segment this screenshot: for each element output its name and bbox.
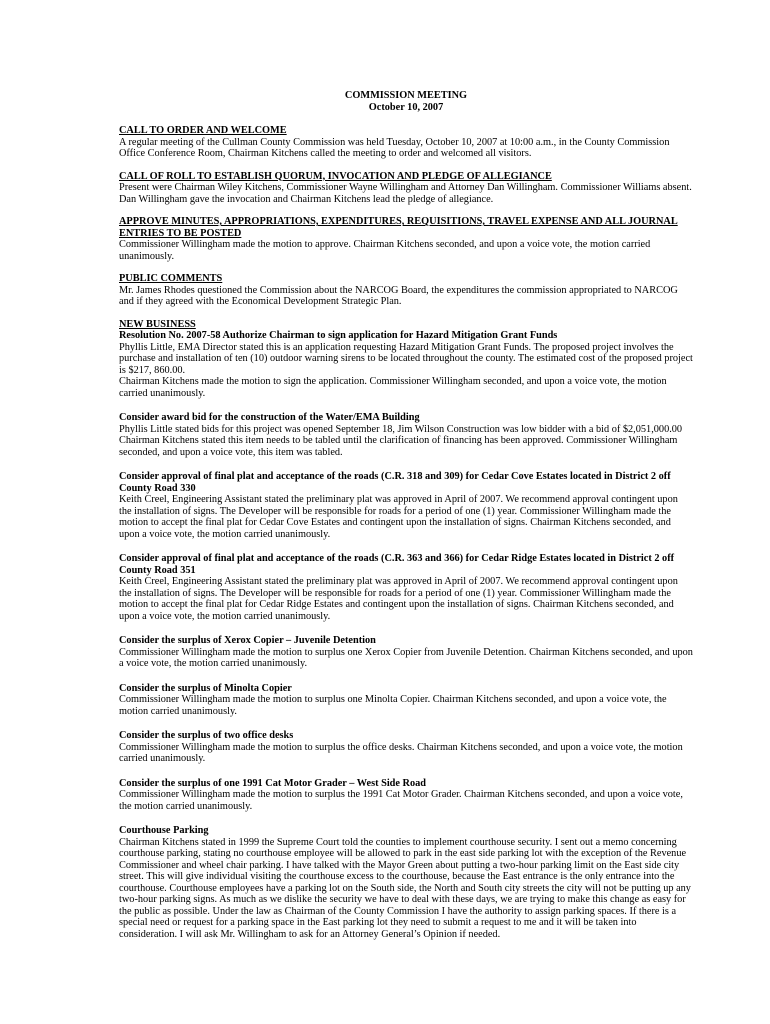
agenda-item-cedar-cove-plat: [119, 471, 693, 540]
agenda-item-paragraph: Phyllis Little, EMA Director stated this is an application requesting Hazard Mitigation Grant Funds. The proposed project involves the purchase and installation of ten (10) outdoor warning sirens to be located throughout the county. The estimated cost of the proposed project is $217, 860.00.: [119, 341, 693, 376]
agenda-item-desks-surplus: [119, 730, 693, 765]
agenda-item-title: Consider the surplus of two office desks: [119, 730, 294, 741]
agenda-item-title: Resolution No. 2007-58 Authorize Chairman to sign application for Hazard Mitigation Grant Funds: [119, 330, 558, 341]
section-public-comments: [119, 273, 693, 308]
agenda-item-hazard-mitigation: [119, 330, 693, 399]
agenda-item-paragraph: Commissioner Willingham made the motion to surplus one Minolta Copier. Chairman Kitchens seconded, and upon a voice vote, the motion carried unanimously.: [119, 694, 667, 717]
agenda-item-title: Courthouse Parking: [119, 825, 209, 836]
agenda-item-cedar-ridge-plat: [119, 553, 693, 622]
section-body: Commissioner Willingham made the motion to approve. Chairman Kitchens seconded, and upon a voice vote, the motion carried unanimously.: [119, 239, 651, 262]
agenda-item-paragraph: Commissioner Willingham made the motion to surplus one Xerox Copier from Juvenile Detention. Chairman Kitchens seconded, and upon a voice vote, the motion carried unanimously.: [119, 646, 693, 669]
section-roll-call: [119, 171, 693, 206]
section-body: Present were Chairman Wiley Kitchens, Commissioner Wayne Willingham and Attorney Dan Willingham. Commissioner Williams absent. Dan Willingham gave the invocation and Chairman Kitchens lead the pledge of allegiance.: [119, 182, 692, 205]
section-heading: CALL OF ROLL TO ESTABLISH QUORUM, INVOCATION AND PLEDGE OF ALLEGIANCE: [119, 170, 552, 182]
agenda-item-title: Consider award bid for the construction of the Water/EMA Building: [119, 412, 420, 423]
agenda-item-paragraph: Keith Creel, Engineering Assistant stated the preliminary plat was approved in April of 2007. We recommend approval contingent upon the installation of signs. The Developer will be responsible for roads for a period of one (1) year. Commissioner Willingham made the motion to accept the final plat for Cedar Cove Estates and contingent upon the installation of signs. Chairman Kitchens seconded, and upon a voice vote, the motion carried unanimously.: [119, 494, 678, 540]
agenda-item-courthouse-parking: [119, 825, 693, 940]
agenda-item-xerox-surplus: [119, 635, 693, 670]
agenda-item-motor-grader-surplus: [119, 778, 693, 813]
section-heading: NEW BUSINESS: [119, 318, 196, 330]
agenda-item-title: Consider approval of final plat and acceptance of the roads (C.R. 318 and 309) for Cedar Cove Estates located in District 2 off County Road 330: [119, 471, 671, 494]
section-heading: PUBLIC COMMENTS: [119, 273, 223, 284]
agenda-item-title: Consider the surplus of one 1991 Cat Motor Grader – West Side Road: [119, 777, 427, 789]
section-call-to-order: [119, 125, 693, 160]
document-header: [119, 90, 693, 113]
section-heading: APPROVE MINUTES, APPROPRIATIONS, EXPENDITURES, REQUISITIONS, TRAVEL EXPENSE AND ALL JOURNAL ENTRIES TO BE POSTED: [119, 216, 678, 239]
agenda-item-title: Consider approval of final plat and acceptance of the roads (C.R. 363 and 366) for Cedar Ridge Estates located in District 2 off County Road 351: [119, 553, 675, 576]
document-page: [119, 90, 693, 940]
section-heading: CALL TO ORDER AND WELCOME: [119, 125, 287, 136]
agenda-item-paragraph: Commissioner Willingham made the motion to surplus the 1991 Cat Motor Grader. Chairman Kitchens seconded, and upon a voice vote, the motion carried unanimously.: [119, 789, 683, 812]
agenda-item-title: Consider the surplus of Minolta Copier: [119, 682, 292, 694]
section-body: Mr. James Rhodes questioned the Commission about the NARCOG Board, the expenditures the commission appropriated to NARCOG and if they agreed with the Economical Development Strategic Plan.: [119, 284, 678, 307]
agenda-item-paragraph: Keith Creel, Engineering Assistant stated the preliminary plat was approved in April of 2007. We recommend approval contingent upon the installation of signs. The Developer will be responsible for roads for a period of one (1) year. Commissioner Willingham made the motion to accept the final plat for Cedar Ridge Estates and contingent upon the installation of signs. Chairman Kitchens seconded, and upon a voice vote, the motion carried unanimously.: [119, 576, 678, 622]
agenda-item-paragraph: Chairman Kitchens stated in 1999 the Supreme Court told the counties to implement courthouse security. I sent out a memo concerning courthouse parking, stating no courthouse employee will be allowed to park in the east side parking lot with the exception of the Revenue Commissioner and wheel chair parking. I have talked with the Mayor Green about putting a two-hour parking limit on the East side city street. This will give individual visiting the courthouse excess to the courthouse, because the East entrance is the only entrance into the courthouse. Courthouse employees have a parking lot on the South side, the North and South city streets the city will not be putting up any two-hour parking signs. As much as we dislike the security we have to deal with these days, we are trying to make this change as easy for the public as possible. Under the law as Chairman of the County Commission I have the authority to assign parking spaces. If there is a special need or request for a parking space in the East parking lot they need to submit a request to me and it will be taken into consideration. I will ask Mr. Willingham to ask for an Attorney General’s Opinion if needed.: [119, 836, 691, 940]
section-approve-minutes: [119, 216, 693, 262]
document-title: COMMISSION MEETING: [344, 90, 468, 101]
meeting-date: October 10, 2007: [368, 101, 444, 113]
agenda-item-paragraph: Phyllis Little stated bids for this project was opened September 18, Jim Wilson Construction was low bidder with a bid of $2,051,000.00: [119, 423, 683, 435]
agenda-item-water-ema-building: [119, 412, 693, 458]
section-body: A regular meeting of the Cullman County Commission was held Tuesday, October 10, 2007 at 10:00 a.m., in the County Commission Office Conference Room, Chairman Kitchens called the meeting to order and welcomed all visitors.: [119, 136, 670, 159]
agenda-item-paragraph: Chairman Kitchens stated this item needs to be tabled until the clarification of financing has been approved. Commissioner Willingham seconded, and upon a voice vote, this item was tabled.: [119, 435, 678, 458]
agenda-item-title: Consider the surplus of Xerox Copier – Juvenile Detention: [119, 635, 376, 646]
section-new-business: [119, 319, 693, 941]
agenda-item-minolta-surplus: [119, 683, 693, 718]
agenda-item-paragraph: Commissioner Willingham made the motion to surplus the office desks. Chairman Kitchens seconded, and upon a voice vote, the motion carried unanimously.: [119, 741, 683, 764]
agenda-item-paragraph: Chairman Kitchens made the motion to sign the application. Commissioner Willingham seconded, and upon a voice vote, the motion carried unanimously.: [119, 376, 667, 399]
